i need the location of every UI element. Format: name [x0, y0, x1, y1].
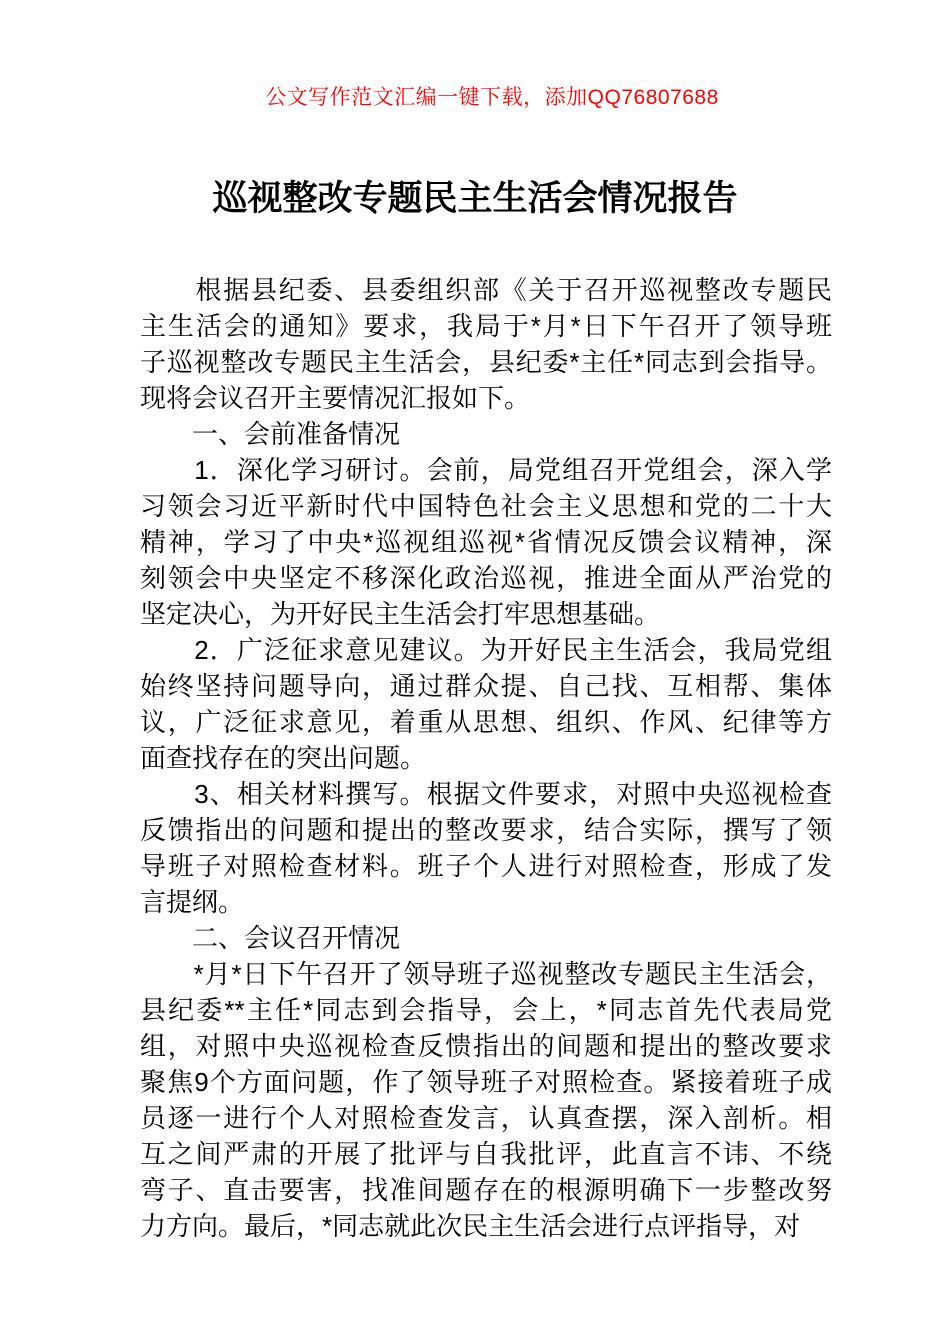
text-line: 言提纲。 [140, 887, 245, 917]
body-paragraph [140, 776, 832, 920]
text-line: *月*日下午召开了领导班子巡视整改专题民主生活会， [140, 959, 832, 989]
text-line: 坚定决心，为开好民主生活会打牢思想基础。 [140, 599, 661, 629]
body-paragraph [140, 956, 832, 1244]
body-paragraph [140, 632, 832, 776]
text-line: 2．广泛征求意见建议。为开好民主生活会，我局党组 [140, 635, 832, 665]
text-line: 主生活会的通知》要求，我局于*月*日下午召开了领导班 [140, 311, 832, 341]
text-line: 反馈指出的问题和提出的整改要求，结合实际，撰写了领 [140, 815, 832, 845]
text-line: 1．深化学习研讨。会前，局党组召开党组会，深入学 [140, 455, 832, 485]
text-line: 力方向。最后，*同志就此次民主生活会进行点评指导，对 [140, 1211, 801, 1241]
text-line: 员逐一进行个人对照检查发言，认真查摆，深入剖析。相 [140, 1103, 832, 1133]
text-line: 刻领会中央坚定不移深化政治巡视，推进全面从严治党的 [140, 563, 832, 593]
text-line: 3、相关材料撰写。根据文件要求，对照中央巡视检查 [140, 779, 832, 809]
text-line: 聚焦9个方面问题，作了领导班子对照检查。紧接着班子成 [140, 1067, 832, 1097]
text-line: 一、会前准备情况 [140, 419, 401, 449]
text-line: 始终坚持问题导向，通过群众提、自己找、互相帮、集体 [140, 671, 832, 701]
text-line: 县纪委**主任*同志到会指导，会上，*同志首先代表局党 [140, 995, 832, 1025]
section-heading [140, 416, 832, 452]
text-line: 习领会习近平新时代中国特色社会主义思想和党的二十大 [140, 491, 832, 521]
text-line: 议，广泛征求意见，着重从思想、组织、作风、纪律等方 [140, 707, 832, 737]
text-line: 精神，学习了中央*巡视组巡视*省情况反馈会议精神，深 [140, 527, 832, 557]
body-paragraph [140, 272, 832, 416]
text-line: 面查找存在的突出问题。 [140, 743, 427, 773]
document-body [140, 272, 832, 1244]
text-line: 互之间严肃的开展了批评与自我批评，此直言不讳、不绕 [140, 1139, 832, 1169]
section-heading [140, 920, 832, 956]
text-line: 弯子、直击要害，找准间题存在的根源明确下一步整改努 [140, 1175, 832, 1205]
text-line: 导班子对照检查材料。班子个人进行对照检查，形成了发 [140, 851, 832, 881]
text-line: 现将会议召开主要情况汇报如下。 [140, 383, 531, 413]
document-title: 巡视整改专题民主生活会情况报告 [212, 179, 738, 218]
text-line: 根据县纪委、县委组织部《关于召开巡视整改专题民 [140, 275, 832, 305]
text-line: 子巡视整改专题民主生活会，县纪委*主任*同志到会指导。 [140, 347, 832, 377]
body-paragraph [140, 452, 832, 632]
text-line: 组，对照中央巡视检查反愦指出的间题和提出的整改要求 [140, 1031, 832, 1061]
text-line: 二、会议召开情况 [140, 923, 401, 953]
promo-banner: 公文写作范文汇编一键下载，添加QQ76807688 [265, 86, 719, 109]
